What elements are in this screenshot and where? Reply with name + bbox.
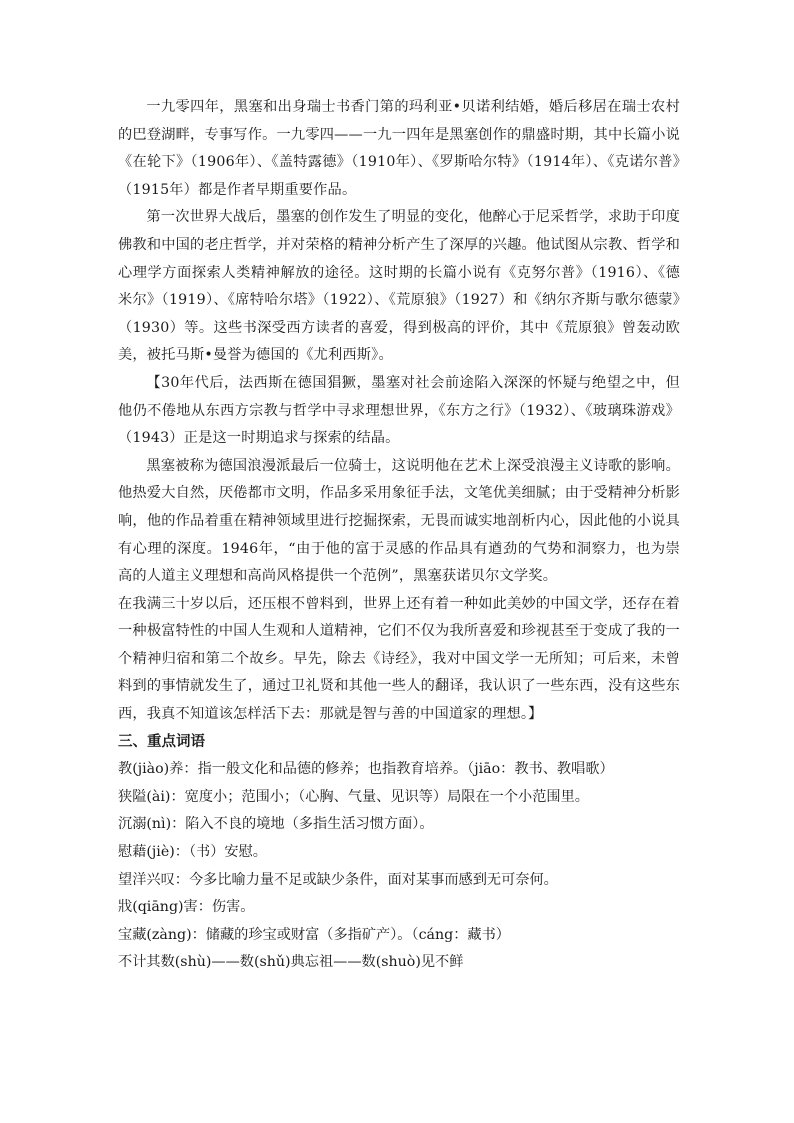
vocab-item-wangyangxingtan: 望洋兴叹：今多比喻力量不足或缺少条件，面对某事而感到无可奈何。 bbox=[118, 871, 558, 888]
paragraph-romanticism: 黑塞被称为德国浪漫派最后一位骑士，这说明他在艺术上深受浪漫主义诗歌的影响。他热爱大自然，厌倦都市文明，作品多采用象征手法，文笔优美细腻；由于受精神分析影响，他的作品着重在精神领域里进行挖掘探索，无畏而诚实地剖析内心，因此他的小说具有心理的深度。1946年，“由于他的富于灵感的作品具有遒劲的气势和洞察力，也为崇高的人道主义理想和高尚风格提供一个范例”，黑塞获诺贝尔文学奖。 bbox=[118, 457, 680, 585]
paragraph-marriage: 一九零四年，黑塞和出身瑞士书香门第的玛利亚•贝诺利结婚，婚后移居在瑞士农村的巴登湖畔，专事写作。一九零四——一九一四年是黑塞创作的鼎盛时期，其中长篇小说《在轮下》（1906年）、《盖特露德》（1910年）、《罗斯哈尔特》（1914年）、《克诺尔普》（1915年）都是作者早期重要作品。 bbox=[118, 99, 680, 198]
document-page bbox=[118, 94, 680, 977]
paragraph-1930s: 【30年代后，法西斯在德国猖獗，墨塞对社会前途陷入深深的怀疑与绝望之中，但他仍不倦地从东西方宗教与哲学中寻求理想世界，《东方之行》（1932）、《玻璃珠游戏》（1943）正是这一时期追求与探索的结晶。 bbox=[118, 374, 680, 447]
vocab-item-baozang: 宝藏(zàng)：储藏的珍宝或财富（多指矿产）。（cáng：藏书） bbox=[118, 926, 510, 943]
vocab-item-qianghai: 戕(qiāng)害：伤害。 bbox=[118, 899, 255, 916]
vocab-item-xiaai: 狭隘(ài)：宽度小；范围小；（心胸、气量、见识等）局限在一个小范围里。 bbox=[118, 788, 589, 805]
paragraph-postwar: 第一次世界大战后，墨塞的创作发生了明显的变化，他醉心于尼采哲学，求助于印度佛教和中国的老庄哲学，并对荣格的精神分析产生了深厚的兴趣。他试图从宗教、哲学和心理学方面探索人类精神解放的途径。这时期的长篇小说有《克努尔普》（1916）、《德米尔》（1919）、《席特哈尔塔》（1922）、《荒原狼》（1927）和《纳尔齐斯与歌尔德蒙》（1930）等。这些书深受西方读者的喜爱，得到极高的评价，其中《荒原狼》曾轰动欧美，被托马斯•曼誉为德国的《尤利西斯》。 bbox=[118, 209, 680, 364]
vocab-item-jiaoyang: 教(jiào)养：指一般文化和品德的修养；也指教育培养。（jiāo：教书、教唱歌） bbox=[118, 761, 614, 778]
vocab-item-chenni: 沉溺(nì)：陷入不良的境地（多指生活习惯方面）。 bbox=[118, 816, 434, 833]
vocab-item-weijie: 慰藉(jiè)：（书）安慰。 bbox=[118, 844, 267, 861]
section-heading: 三、重点词语 bbox=[118, 733, 205, 750]
vocab-item-shu: 不计其数(shù)——数(shǔ)典忘祖——数(shuò)见不鲜 bbox=[118, 954, 464, 971]
paragraph-quote: 在我满三十岁以后，还压根不曾料到，世界上还有着一种如此美妙的中国文学，还存在着一种极富特性的中国人生观和人道精神，它们不仅为我所喜爱和珍视甚至于变成了我的一个精神归宿和第二个故乡。早先，除去《诗经》，我对中国文学一无所知；可后来，未曾料到的事情就发生了，通过卫礼贤和其他一些人的翻译，我认识了一些东西，没有这些东西，我真不知道该怎样活下去：那就是智与善的中国道家的理想。】 bbox=[118, 595, 680, 723]
